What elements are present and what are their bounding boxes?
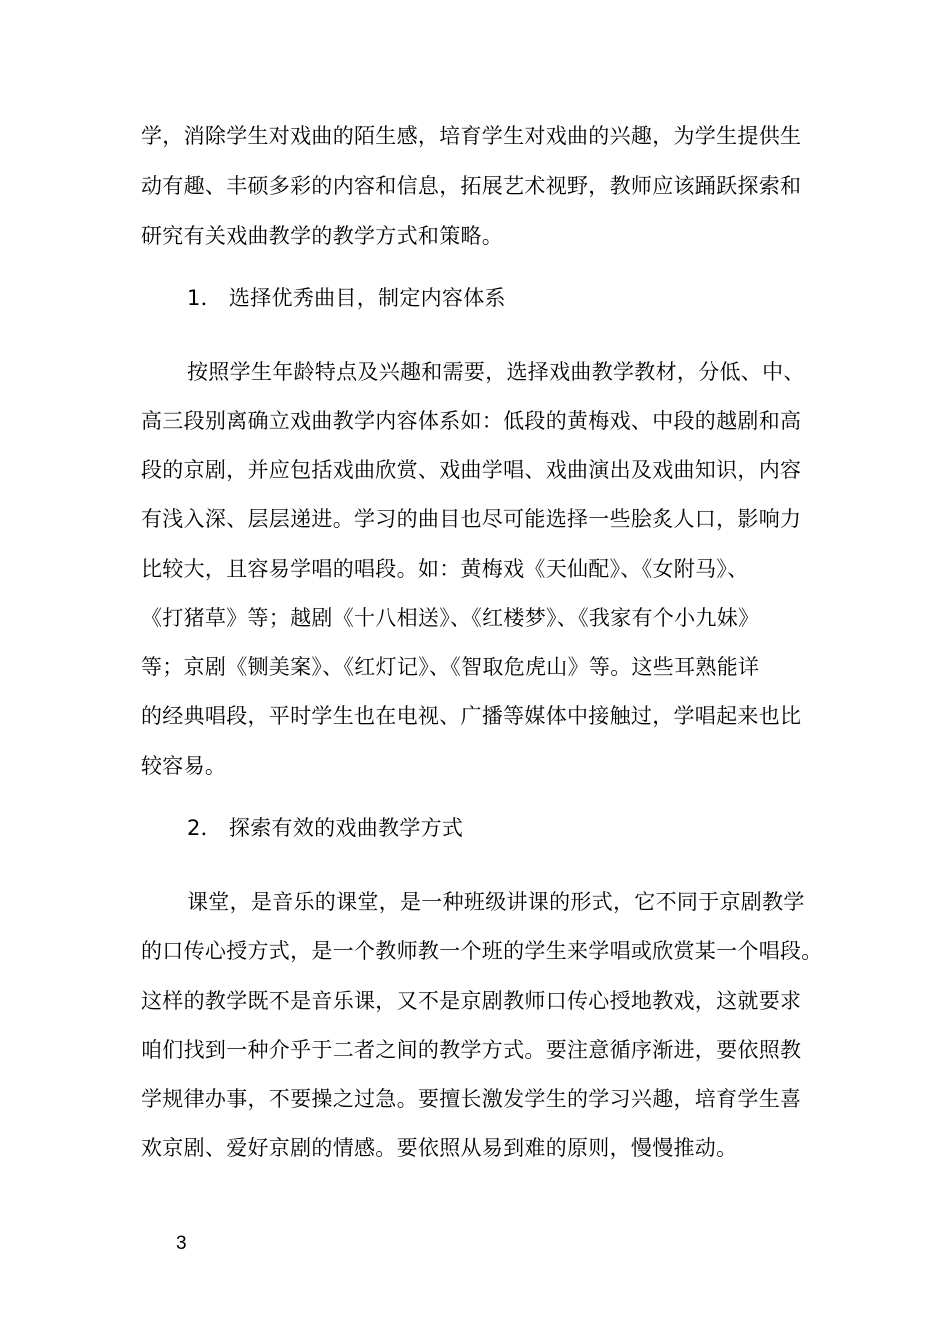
paragraph-line: 比较大，且容易学唱的唱段。如：黄梅戏《天仙配》、《女附马》、 bbox=[141, 557, 749, 581]
paragraph-line: 学，消除学生对戏曲的陌生感，培育学生对戏曲的兴趣，为学生提供生 bbox=[141, 124, 802, 148]
paragraph-line: 课堂，是音乐的课堂，是一种班级讲课的形式，它不同于京剧教学 bbox=[187, 890, 805, 914]
paragraph-line: 按照学生年龄特点及兴趣和需要，选择戏曲教学教材，分低、中、 bbox=[187, 360, 805, 384]
paragraph-line: 动有趣、丰硕多彩的内容和信息，拓展艺术视野，教师应该踊跃探索和 bbox=[141, 174, 802, 198]
paragraph-line: 高三段别离确立戏曲教学内容体系如：低段的黄梅戏、中段的越剧和高 bbox=[141, 409, 802, 433]
paragraph-line: 较容易。 bbox=[141, 754, 227, 778]
paragraph-line: 等；京剧《铡美案》、《红灯记》、《智取危虎山》等。这些耳熟能详 bbox=[141, 655, 760, 679]
paragraph-line: 咱们找到一种介乎于二者之间的教学方式。要注意循序渐进，要依照教 bbox=[141, 1038, 802, 1062]
section-heading-2: 2． 探索有效的戏曲教学方式 bbox=[187, 816, 464, 840]
paragraph-line: 《打猪草》等；越剧《十八相送》、《红楼梦》、《我家有个小九妹》 bbox=[141, 606, 760, 630]
paragraph-line: 的经典唱段，平时学生也在电视、广播等媒体中接触过，学唱起来也比 bbox=[141, 704, 802, 728]
paragraph-line: 这样的教学既不是音乐课，又不是京剧教师口传心授地教戏，这就要求 bbox=[141, 989, 802, 1013]
section-heading-1: 1． 选择优秀曲目，制定内容体系 bbox=[187, 286, 506, 310]
paragraph-line: 学规律办事，不要操之过急。要擅长激发学生的学习兴趣，培育学生喜 bbox=[141, 1087, 802, 1111]
page-number: 3 bbox=[176, 1233, 187, 1254]
paragraph-line: 研究有关戏曲教学的教学方式和策略。 bbox=[141, 224, 504, 248]
paragraph-line: 欢京剧、爱好京剧的情感。要依照从易到难的原则，慢慢推动。 bbox=[141, 1136, 738, 1160]
paragraph-line: 有浅入深、层层递进。学习的曲目也尽可能选择一些脍炙人口，影响力 bbox=[141, 507, 802, 531]
paragraph-line: 的口传心授方式，是一个教师教一个班的学生来学唱或欣赏某一个唱段。 bbox=[141, 939, 823, 963]
paragraph-line: 段的京剧，并应包括戏曲欣赏、戏曲学唱、戏曲演出及戏曲知识，内容 bbox=[141, 458, 802, 482]
